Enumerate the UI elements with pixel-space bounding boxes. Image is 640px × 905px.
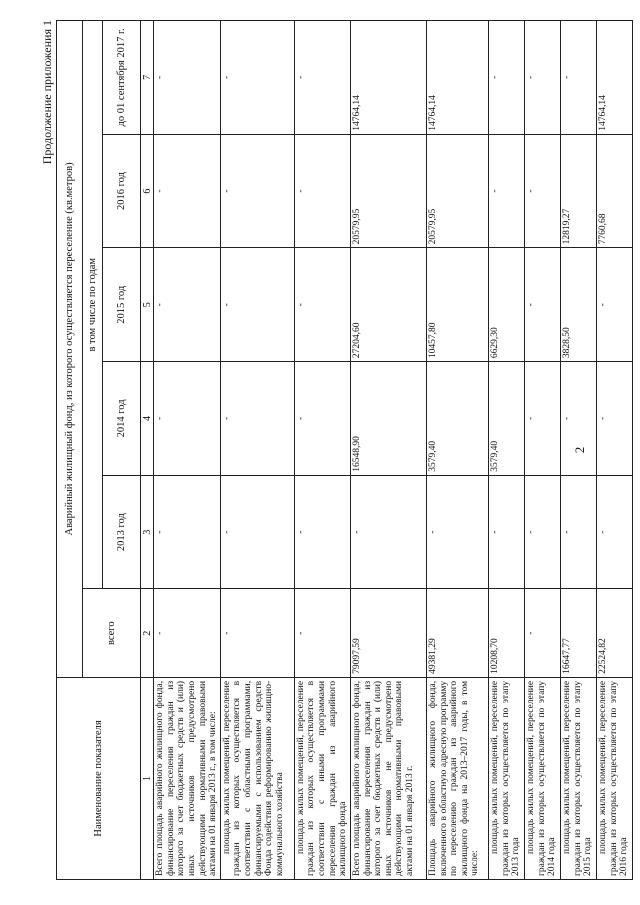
housing-table (56, 20, 633, 880)
rotated-content (40, 20, 630, 880)
row-value: - (560, 21, 596, 135)
row-value: - (154, 475, 221, 589)
row-value: - (488, 475, 524, 589)
column-numbers-row (141, 21, 154, 880)
row-value: - (596, 475, 632, 589)
row-value: 27204,60 (350, 248, 426, 362)
row-value: 12819,27 (560, 134, 596, 248)
table-row (426, 21, 488, 880)
row-value: - (294, 134, 350, 248)
table-row (524, 21, 560, 880)
row-value: - (294, 475, 350, 589)
row-value: - (220, 134, 294, 248)
row-name: Всего площадь аварийного жилищного фонда, финансирование переселения граждан из которого за счет бюджетных средств и (или) иных источников предусмотрено действующими нормативными правовыми актами на 01 января 2013 г., в том числе: (154, 677, 221, 879)
row-value: 6629,30 (488, 248, 524, 362)
header-name: Наименование показателя (57, 677, 141, 879)
row-value: - (560, 475, 596, 589)
row-value: 10457,80 (426, 248, 488, 362)
row-value: - (488, 134, 524, 248)
row-value: - (524, 21, 560, 135)
row-value: - (294, 589, 350, 677)
row-value: - (524, 134, 560, 248)
row-value: - (154, 134, 221, 248)
row-value: 14764,14 (596, 21, 632, 135)
header-group-title: Аварийный жилищный фонд, из которого осуществляется переселение (кв.метров) (57, 21, 83, 678)
row-value: 7760,68 (596, 134, 632, 248)
row-value: 3828,50 (560, 248, 596, 362)
row-name: площадь жилых помещений, переселение граждан из которых осуществляется по этапу 2014 года (524, 677, 560, 879)
row-value: 49381,29 (426, 589, 488, 677)
header-year-2014: 2014 год (103, 362, 141, 476)
header-year-2015: 2015 год (103, 248, 141, 362)
row-value: 20579,95 (350, 134, 426, 248)
header-year-2017: до 01 сентября 2017 г. (103, 21, 141, 135)
row-value: - (524, 248, 560, 362)
row-name: Всего площадь аварийного жилищного фонда, финансирование переселения граждан из которого за счет бюджетных средств и (или) иных источников не предусмотрено действующими нормативными правовыми актами на 01 января 2013 г. (350, 677, 426, 879)
column-number: 4 (141, 362, 154, 476)
row-value: 16548,90 (350, 362, 426, 476)
row-name: площадь жилых помещений, переселение граждан из которых осуществляется по этапу 2013 года (488, 677, 524, 879)
table-row (596, 21, 632, 880)
table-row (154, 21, 221, 880)
row-value: 22524,82 (596, 589, 632, 677)
column-number: 5 (141, 248, 154, 362)
row-value: 14764,14 (350, 21, 426, 135)
column-number: 3 (141, 475, 154, 589)
row-value: 3579,40 (426, 362, 488, 476)
row-value: - (154, 589, 221, 677)
row-value: - (294, 248, 350, 362)
header-year-2013: 2013 год (103, 475, 141, 589)
row-value: - (524, 362, 560, 476)
column-number: 2 (141, 589, 154, 677)
row-value: - (154, 21, 221, 135)
row-name: площадь жилых помещений, переселение граждан из которых осуществляется в соответствии с иными программами переселения граждан из аварийного жилищного фонда (294, 677, 350, 879)
table-body (154, 21, 633, 880)
table-row (488, 21, 524, 880)
row-value: 3579,40 (488, 362, 524, 476)
row-value: - (524, 589, 560, 677)
table-row (294, 21, 350, 880)
row-value: - (220, 589, 294, 677)
row-value: - (220, 248, 294, 362)
column-number: 7 (141, 21, 154, 135)
row-value: - (596, 248, 632, 362)
row-value: - (350, 475, 426, 589)
row-value: 79097,59 (350, 589, 426, 677)
header-by-years: в том числе по годам (83, 21, 103, 589)
row-value: - (220, 475, 294, 589)
row-value: - (220, 21, 294, 135)
table-row (220, 21, 294, 880)
row-value: 16647,77 (560, 589, 596, 677)
row-value: - (488, 21, 524, 135)
row-value: 20579,95 (426, 134, 488, 248)
row-value: - (596, 362, 632, 476)
header-year-2016: 2016 год (103, 134, 141, 248)
row-value: - (294, 362, 350, 476)
row-name: площадь жилых помещений, переселение граждан из которых осуществляется в соответствии с областными программами, финансируемыми с использованием средств Фонда содействия реформированию жилищно-коммунального хозяйства (220, 677, 294, 879)
row-name: площадь жилых помещений, переселение граждан из которых осуществляется по этапу 2015 года (560, 677, 596, 879)
row-value: - (560, 362, 596, 476)
column-number: 1 (141, 677, 154, 879)
table-row (350, 21, 426, 880)
row-name: Площадь аварийного жилищного фонда, включенного в областную адресную программу по переселению граждан из аварийного жилищного фонда на 2013–2017 годы, в том числе: (426, 677, 488, 879)
row-name: площадь жилых помещений, переселение граждан из которых осуществляется по этапу 2016 года (596, 677, 632, 879)
row-value: - (220, 362, 294, 476)
row-value: - (524, 475, 560, 589)
row-value: - (294, 21, 350, 135)
page-number: 2 (572, 446, 587, 454)
row-value: 14764,14 (426, 21, 488, 135)
row-value: - (154, 248, 221, 362)
column-number: 6 (141, 134, 154, 248)
header-total: всего (83, 589, 141, 677)
row-value: 10208,70 (488, 589, 524, 677)
row-value: - (154, 362, 221, 476)
continuation-note: Продолжение приложения 1 (40, 20, 54, 165)
row-value: - (426, 475, 488, 589)
